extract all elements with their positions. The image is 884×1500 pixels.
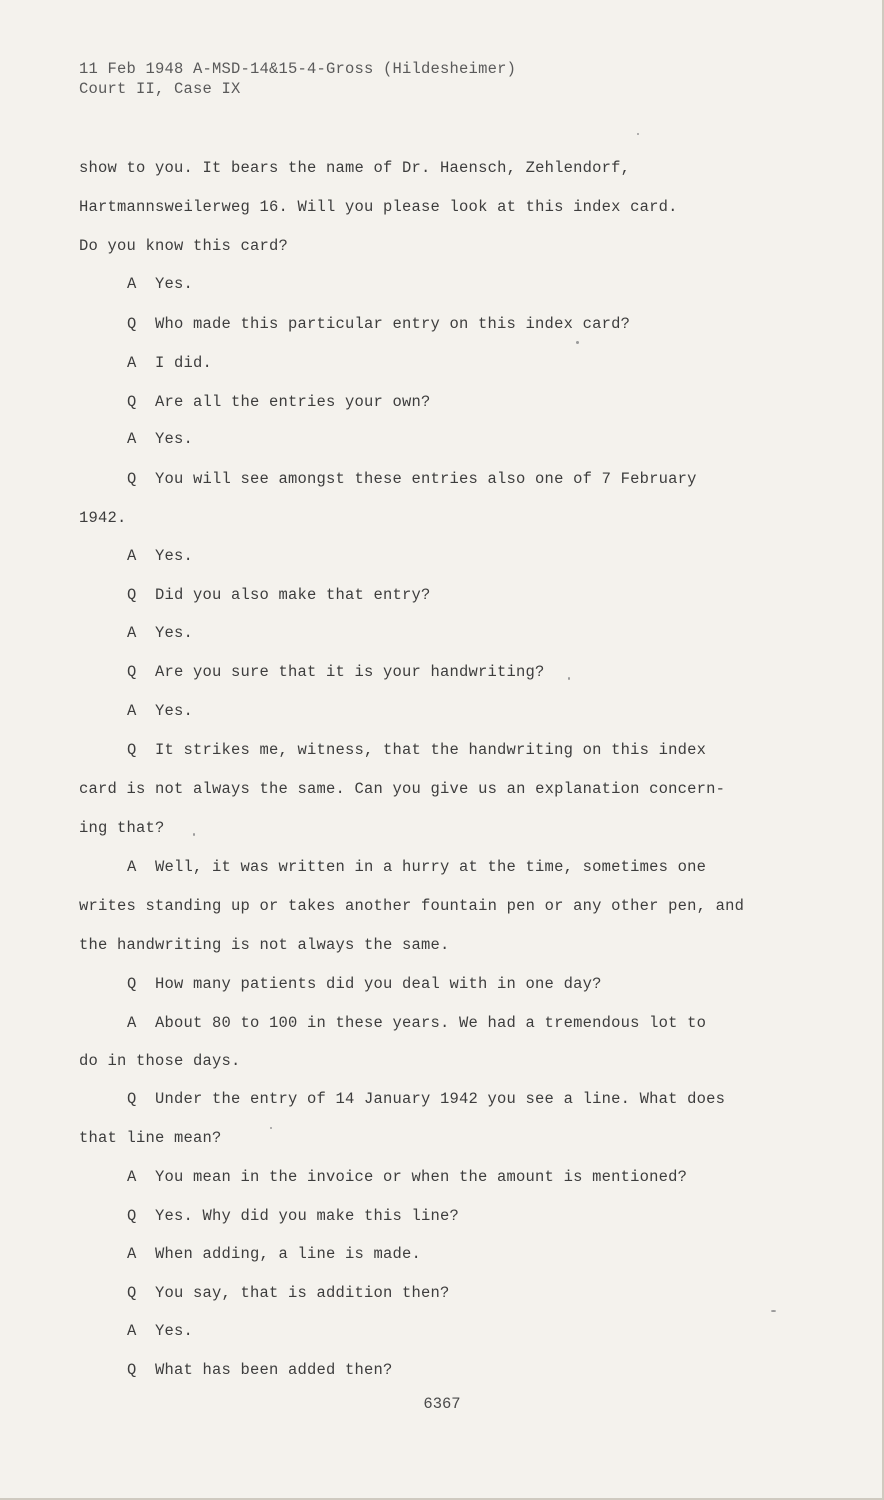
question-text: Yes. Why did you make this line?	[155, 1207, 460, 1225]
question-line	[127, 741, 706, 759]
answer-line	[127, 1245, 421, 1263]
answer-text: When adding, a line is made.	[155, 1245, 422, 1263]
question-text: You will see amongst these entries also one of 7 February	[155, 470, 697, 488]
speaker-label: A	[127, 275, 137, 293]
answer-text: Yes.	[155, 702, 194, 720]
speaker-label: Q	[127, 1284, 137, 1302]
speaker-label: Q	[127, 1207, 137, 1225]
speaker-label: A	[127, 624, 137, 642]
question-line	[127, 1090, 725, 1108]
speaker-label: Q	[127, 586, 137, 604]
speaker-label: Q	[127, 470, 137, 488]
question-line	[127, 1207, 459, 1225]
transcript-line: 1942.	[79, 509, 127, 527]
question-line	[127, 315, 630, 333]
transcript-line: show to you. It bears the name of Dr. Haensch, Zehlendorf,	[79, 159, 631, 177]
paper-speck	[193, 833, 195, 836]
answer-text: You mean in the invoice or when the amount is mentioned?	[155, 1168, 688, 1186]
transcript-line: Do you know this card?	[79, 237, 289, 255]
answer-text: Well, it was written in a hurry at the time, sometimes one	[155, 858, 707, 876]
question-text: Who made this particular entry on this index card?	[155, 315, 631, 333]
speaker-label: A	[127, 702, 137, 720]
paper-speck	[270, 1127, 272, 1129]
answer-text: Yes.	[155, 430, 194, 448]
answer-text: Yes.	[155, 1322, 194, 1340]
answer-text: About 80 to 100 in these years. We had a tremendous lot to	[155, 1014, 707, 1032]
answer-line	[127, 624, 193, 642]
speaker-label: A	[127, 1168, 137, 1186]
question-line	[127, 586, 431, 604]
answer-line	[127, 547, 193, 565]
answer-line	[127, 1322, 193, 1340]
question-text: What has been added then?	[155, 1361, 393, 1379]
answer-line	[127, 275, 193, 293]
answer-line	[127, 354, 212, 372]
answer-line	[127, 858, 706, 876]
transcript-line: that line mean?	[79, 1129, 222, 1147]
question-text: Are all the entries your own?	[155, 393, 431, 411]
speaker-label: Q	[127, 315, 137, 333]
speaker-label: A	[127, 1014, 137, 1032]
question-text: Under the entry of 14 January 1942 you see a line. What does	[155, 1090, 726, 1108]
speaker-label: A	[127, 858, 137, 876]
transcript-line: do in those days.	[79, 1052, 241, 1070]
answer-line	[127, 702, 193, 720]
transcript-line: Hartmannsweilerweg 16. Will you please look at this index card.	[79, 198, 678, 216]
transcript-line: ing that?	[79, 819, 165, 837]
paper-speck	[771, 1310, 776, 1312]
answer-text: I did.	[155, 354, 213, 372]
speaker-label: Q	[127, 975, 137, 993]
question-line	[127, 1361, 393, 1379]
transcript-line: writes standing up or takes another fountain pen or any other pen, and	[79, 897, 745, 915]
question-line	[127, 663, 545, 681]
header-line-1: 11 Feb 1948 A-MSD-14&15-4-Gross (Hildesheimer)	[79, 60, 517, 78]
speaker-label: A	[127, 354, 137, 372]
header-line-2: Court II, Case IX	[79, 80, 241, 98]
speaker-label: A	[127, 547, 137, 565]
answer-text: Yes.	[155, 624, 194, 642]
question-line	[127, 393, 431, 411]
question-line	[127, 975, 602, 993]
paper-speck	[576, 341, 579, 344]
page-number: 6367	[423, 1395, 461, 1413]
question-text: How many patients did you deal with in one day?	[155, 975, 602, 993]
answer-line	[127, 1168, 687, 1186]
speaker-label: A	[127, 1322, 137, 1340]
transcript-line: the handwriting is not always the same.	[79, 936, 450, 954]
paper-speck	[637, 133, 639, 135]
speaker-label: Q	[127, 393, 137, 411]
speaker-label: Q	[127, 741, 137, 759]
answer-line	[127, 1014, 706, 1032]
question-line	[127, 1284, 450, 1302]
transcript-line: card is not always the same. Can you give us an explanation concern-	[79, 780, 726, 798]
question-text: You say, that is addition then?	[155, 1284, 450, 1302]
answer-text: Yes.	[155, 547, 194, 565]
answer-text: Yes.	[155, 275, 194, 293]
speaker-label: A	[127, 430, 137, 448]
speaker-label: Q	[127, 663, 137, 681]
speaker-label: A	[127, 1245, 137, 1263]
paper-speck	[568, 677, 570, 680]
question-text: Did you also make that entry?	[155, 586, 431, 604]
answer-line	[127, 430, 193, 448]
speaker-label: Q	[127, 1090, 137, 1108]
speaker-label: Q	[127, 1361, 137, 1379]
question-text: It strikes me, witness, that the handwriting on this index	[155, 741, 707, 759]
question-line	[127, 470, 697, 488]
question-text: Are you sure that it is your handwriting?	[155, 663, 545, 681]
